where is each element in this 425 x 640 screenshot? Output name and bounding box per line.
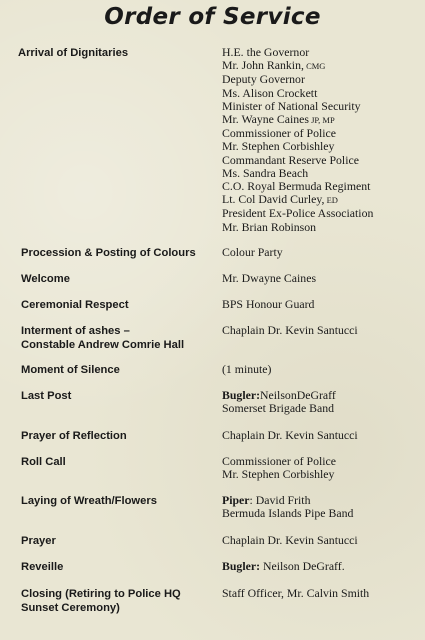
detail-line: Commissioner of Police <box>222 454 337 468</box>
detail-line: Bermuda Islands Pipe Band <box>222 506 354 521</box>
detail-line: Mr. Brian Robinson <box>222 219 317 234</box>
role-label: Bugler: <box>222 388 261 402</box>
detail-line: Somerset Brigade Band <box>222 401 335 416</box>
detail-line: Minister of National Security <box>222 98 361 113</box>
detail-line: Staff Officer, Mr. Calvin Smith <box>222 586 370 600</box>
item-detail <box>222 429 400 442</box>
item-detail <box>222 298 400 311</box>
detail-line: Mr. Stephen Corbishley <box>222 467 335 482</box>
role-label: Bugler: <box>222 559 261 573</box>
detail-line: Colour Party <box>222 245 283 259</box>
detail-line: Mr. Wayne Caines JP, MP <box>222 112 335 127</box>
detail-line: Bugler: Neilson DeGraff. <box>222 559 345 573</box>
page-title: Order of Service <box>104 4 321 30</box>
item-detail <box>222 272 400 285</box>
detail-line: Commissioner of Police <box>222 126 337 141</box>
role-label: Piper <box>222 493 250 507</box>
detail-line: President Ex-Police Association <box>222 206 374 221</box>
detail-line: Mr. Dwayne Caines <box>222 271 317 285</box>
detail-line: Bugler:NeilsonDeGraff <box>222 388 336 402</box>
item-detail <box>222 494 400 520</box>
item-detail <box>222 455 400 481</box>
item-detail <box>222 587 400 600</box>
post-nominal: CMG <box>303 61 326 72</box>
item-detail <box>222 324 400 337</box>
item-detail <box>222 534 400 547</box>
item-label: Arrival of Dignitaries <box>18 47 129 59</box>
detail-line: C.O. Royal Bermuda Regiment <box>222 179 371 194</box>
item-label: Prayer of Reflection <box>21 430 127 442</box>
detail-line: Chaplain Dr. Kevin Santucci <box>222 428 358 442</box>
detail-line: Lt. Col David Curley, ED <box>222 192 338 207</box>
item-label: Laying of Wreath/Flowers <box>21 495 157 507</box>
item-label: Interment of ashes – Constable Andrew Comrie Hall <box>21 325 185 351</box>
detail-line: Mr. John Rankin, CMG <box>222 58 326 73</box>
item-detail <box>222 560 400 573</box>
detail-line: Piper: David Frith <box>222 493 311 507</box>
item-label: Last Post <box>21 390 72 402</box>
item-detail <box>222 389 400 415</box>
item-detail <box>222 363 400 376</box>
detail-line: Chaplain Dr. Kevin Santucci <box>222 323 358 337</box>
detail-line: Commandant Reserve Police <box>222 152 359 167</box>
detail-line: Deputy Governor <box>222 72 305 87</box>
detail-line: Mr. Stephen Corbishley <box>222 139 335 154</box>
detail-line: (1 minute) <box>222 362 272 376</box>
detail-line: Chaplain Dr. Kevin Santucci <box>222 533 358 547</box>
item-label: Moment of Silence <box>21 364 120 376</box>
item-label: Roll Call <box>21 456 66 468</box>
item-label: Reveille <box>21 561 64 573</box>
item-detail <box>222 246 400 259</box>
detail-line: BPS Honour Guard <box>222 297 315 311</box>
item-detail <box>222 46 400 234</box>
item-label: Closing (Retiring to Police HQ Sunset Ceremony) <box>21 588 181 614</box>
detail-line: Ms. Alison Crockett <box>222 85 318 100</box>
item-label: Prayer <box>21 535 56 547</box>
detail-line: Ms. Sandra Beach <box>222 165 309 180</box>
post-nominal: JP, MP <box>308 115 335 126</box>
detail-line: H.E. the Governor <box>222 45 310 59</box>
post-nominal: ED <box>324 195 338 206</box>
item-label: Welcome <box>21 273 70 285</box>
item-label: Procession & Posting of Colours <box>21 247 196 259</box>
item-label: Ceremonial Respect <box>21 299 129 311</box>
